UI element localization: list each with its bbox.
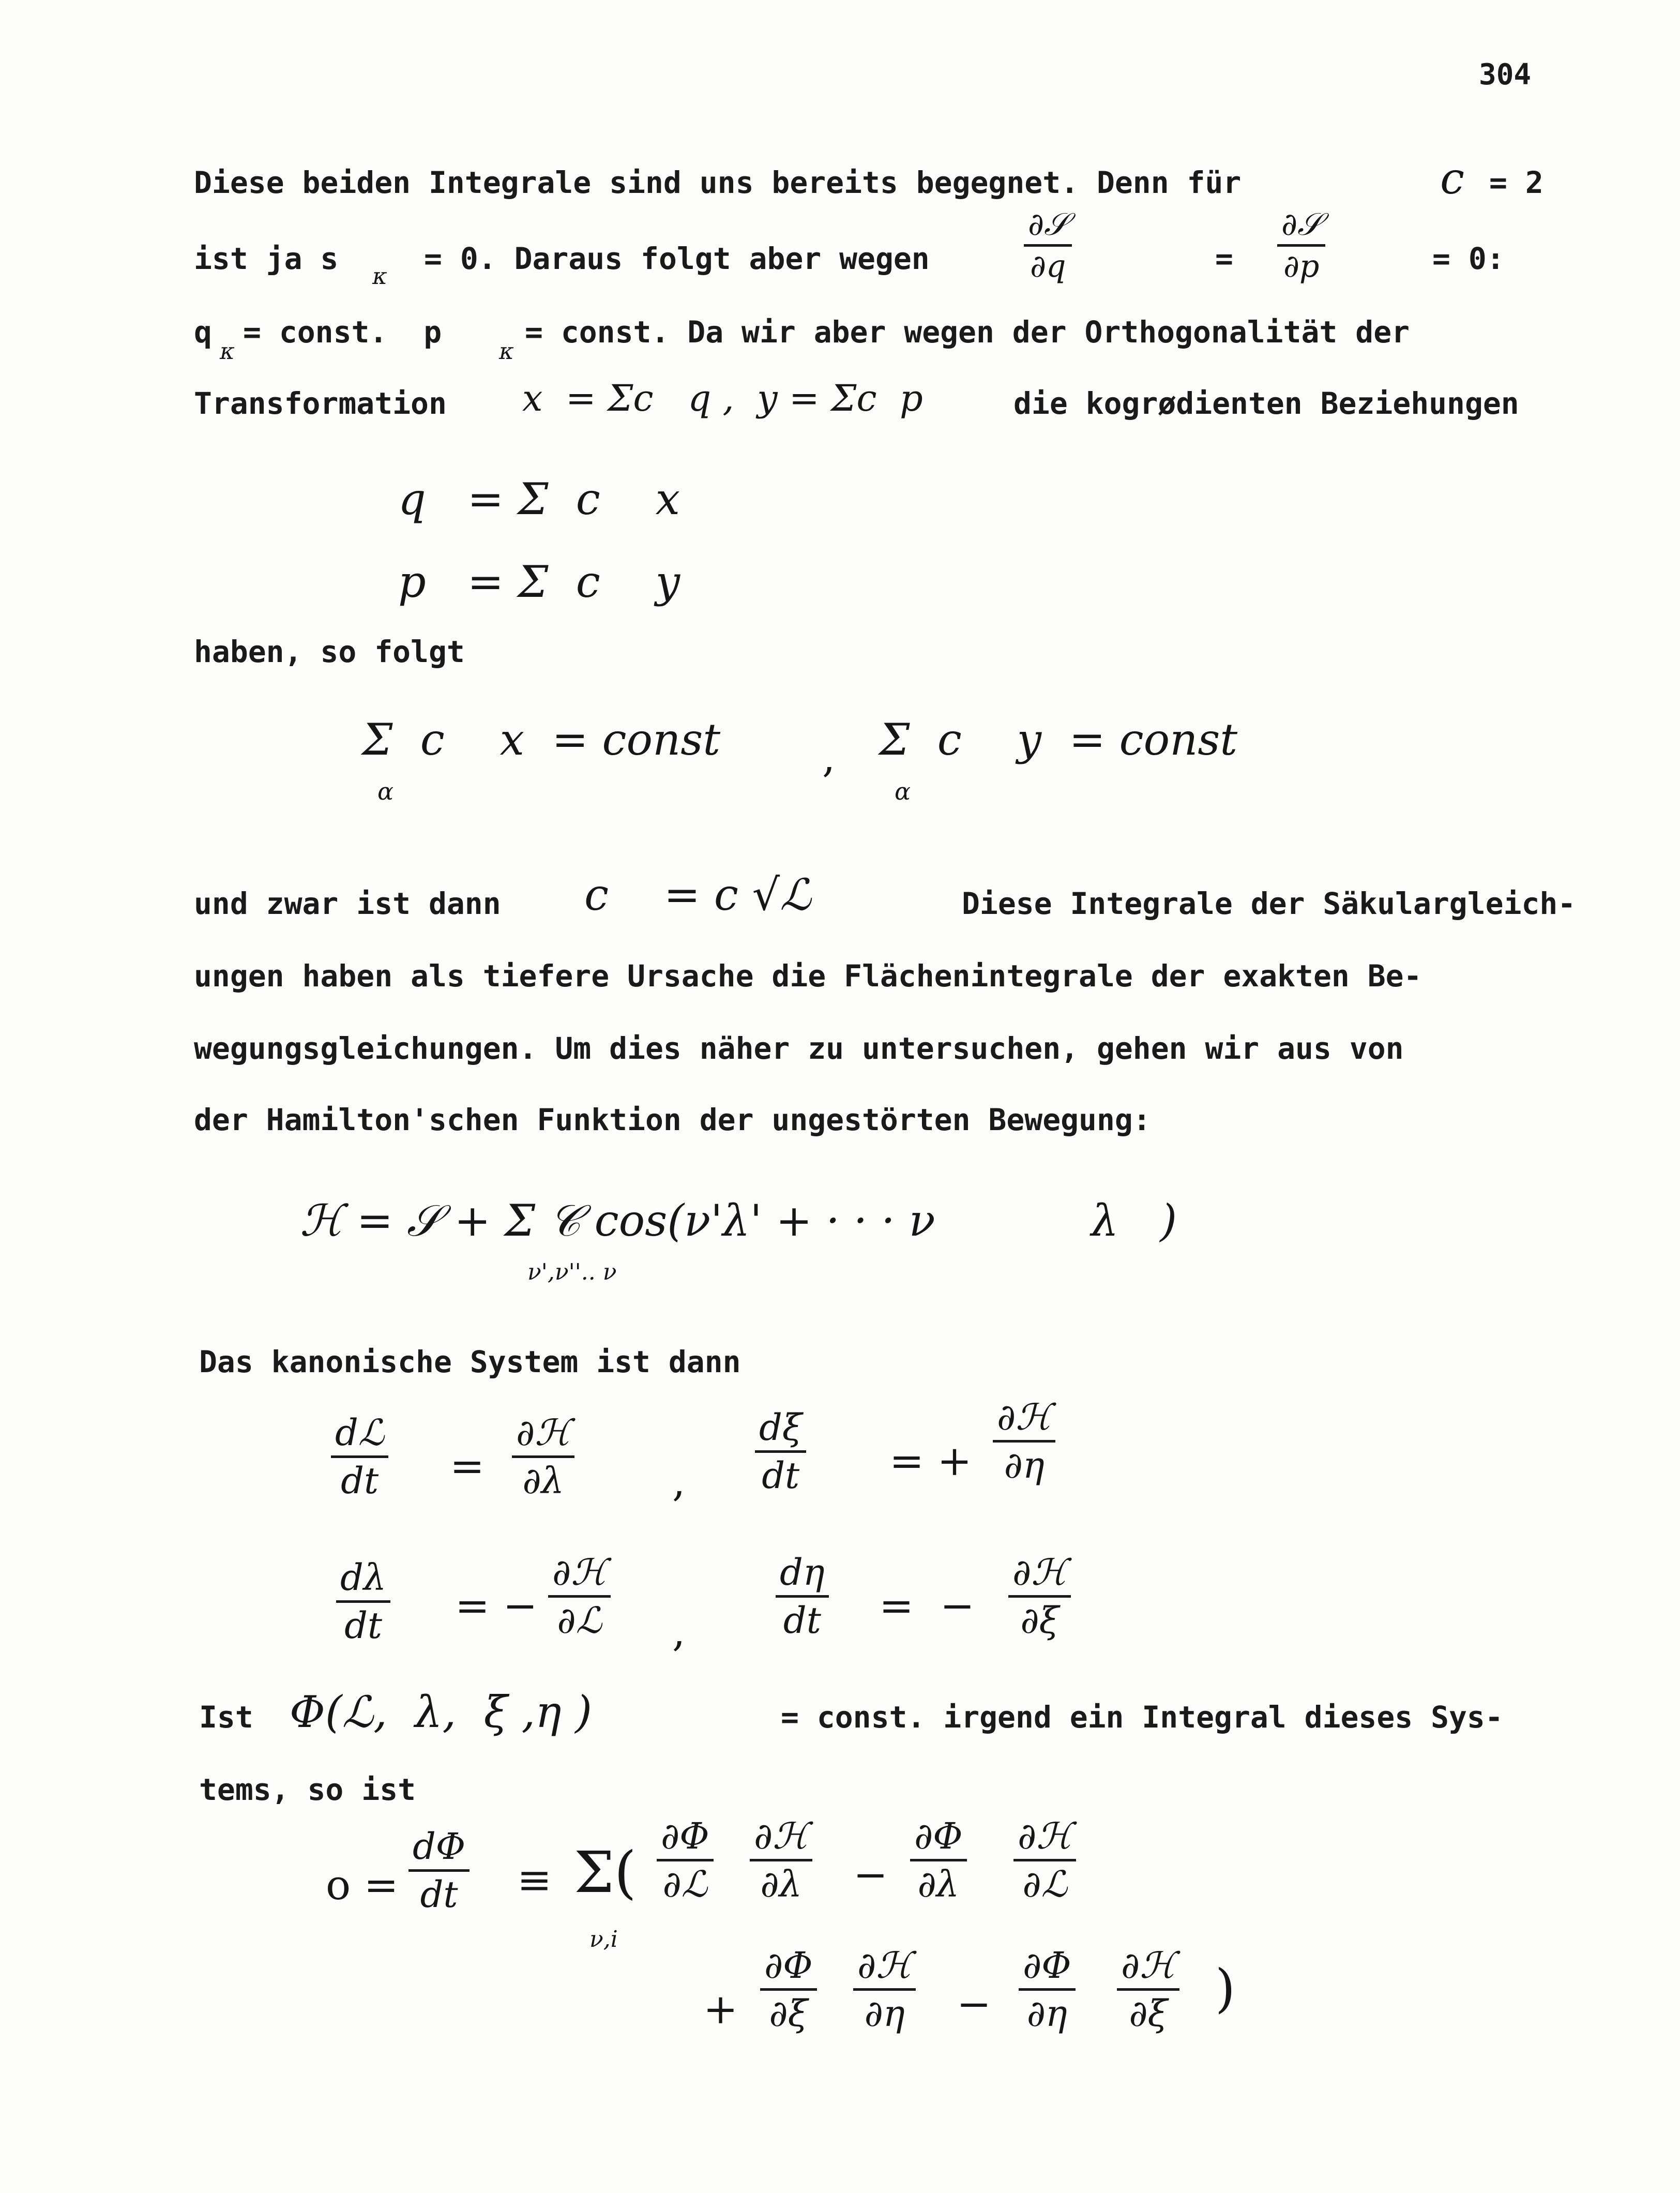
fraction-bar [1008, 1595, 1071, 1598]
fraction-bar [776, 1595, 829, 1598]
term2-den: ∂λ [760, 1863, 802, 1905]
fraction-bar [548, 1595, 611, 1598]
text-line-3-sub: κ [220, 338, 235, 365]
eq2-num: dξ [759, 1406, 803, 1449]
text-line-11-start: Ist [199, 1700, 253, 1735]
eq1-equals: = [450, 1442, 485, 1490]
comma-separator: , [822, 733, 836, 782]
partial-S-q-den: ∂q [1030, 248, 1066, 284]
text-line-12: tems, so ist [199, 1772, 416, 1807]
fraction-bar [1277, 244, 1325, 247]
term4 [1013, 1815, 1076, 1905]
partial-S-p-num: ∂𝒮 [1281, 206, 1322, 243]
page-number: 304 [1479, 58, 1532, 92]
eq1-right [512, 1412, 574, 1501]
fraction-bar [512, 1455, 574, 1458]
text-line-3-sub2: κ [499, 338, 514, 365]
fraction-bar [1117, 1988, 1179, 1991]
text-line-2-start: ist ja s [194, 241, 339, 276]
zero-symbol: o [326, 1861, 351, 1909]
eq2-rden: ∂η [1004, 1444, 1045, 1486]
formula-sum-y: Σ c y = const [879, 714, 1238, 765]
term6-num: ∂ℋ [857, 1944, 912, 1987]
text-line-8: wegungsgleichungen. Um dies näher zu untersuchen, gehen wir aus von [194, 1031, 1404, 1066]
text-line-4-start: Transformation [194, 386, 447, 421]
term7 [1019, 1945, 1076, 2034]
formula-hamiltonian-tail: λ ) [1091, 1195, 1177, 1246]
term6-den: ∂η [864, 1992, 905, 2035]
eq4-left [776, 1552, 829, 1641]
text-line-11-end: = const. irgend ein Integral dieses Sys- [781, 1700, 1503, 1735]
term1-den: ∂ℒ [662, 1863, 708, 1905]
eq2-den: dt [762, 1454, 800, 1497]
sum-symbol: Σ( [574, 1839, 637, 1905]
eq1-den: dt [341, 1460, 379, 1502]
minus-sign-1: − [853, 1851, 888, 1899]
text-line-1-c: c [1440, 153, 1465, 204]
eq4-num: dη [780, 1551, 825, 1594]
term5-den: ∂ξ [769, 1992, 808, 2035]
fraction-bar [993, 1440, 1055, 1443]
text-line-3-q: q [194, 314, 212, 350]
eq1-left [331, 1412, 388, 1501]
term7-num: ∂Φ [1023, 1944, 1071, 1987]
formula-c-alpha-k: c = c √ℒ [584, 869, 811, 920]
fraction-bar [853, 1988, 916, 1991]
eq4-right [1008, 1552, 1071, 1641]
term1-num: ∂Φ [661, 1815, 709, 1857]
term2-num: ∂ℋ [754, 1815, 809, 1857]
eq4-den: dt [783, 1599, 821, 1642]
eq1-comma: , [672, 1458, 686, 1506]
eq2-left [755, 1407, 806, 1496]
eq2-right [993, 1396, 1055, 1486]
partial-S-q-num: ∂𝒮 [1028, 206, 1068, 243]
dphi-dt [408, 1826, 470, 1915]
term8 [1117, 1945, 1179, 2034]
sum-index-left: α [377, 777, 394, 805]
sum-index-right: α [895, 777, 911, 805]
term3-den: ∂λ [917, 1863, 960, 1905]
eq2-rnum: ∂ℋ [997, 1396, 1052, 1438]
formula-hamiltonian: ℋ = 𝒮 + Σ 𝒞 cos(ν'λ' + · · · ν [300, 1195, 935, 1246]
term4-den: ∂ℒ [1022, 1863, 1067, 1905]
fraction-bar [336, 1600, 390, 1603]
sum-subscript: ν,i [589, 1926, 618, 1952]
formula-qk: q = Σ c x [398, 474, 680, 524]
eq3-den: dt [344, 1604, 383, 1647]
eq3-den-right: ∂ℒ [557, 1599, 602, 1642]
eq3-left [336, 1557, 390, 1646]
fraction-bar [657, 1859, 714, 1861]
eq3-comma: , [672, 1608, 686, 1656]
eq3-rnum: ∂ℋ [552, 1551, 607, 1594]
text-line-3-mid: = const. p [243, 314, 442, 350]
text-line-2-eq: = [1215, 241, 1233, 276]
plus-sign: + [703, 1985, 738, 2033]
fraction-bar [755, 1450, 806, 1453]
partial-S-p-den: ∂p [1283, 248, 1320, 284]
fraction-bar [1024, 244, 1072, 247]
term5 [760, 1945, 817, 2034]
formula-pk: p = Σ c y [398, 557, 680, 607]
partial-S-over-q [1024, 207, 1072, 284]
text-line-4-end: die kogrødienten Beziehungen [1013, 386, 1519, 421]
formula-hamiltonian-index: ν',ν''.. ν [527, 1259, 617, 1285]
dphi-num: dΦ [413, 1825, 466, 1868]
fraction-bar [910, 1859, 967, 1861]
term5-num: ∂Φ [764, 1944, 813, 1987]
partial-S-over-p [1277, 207, 1325, 284]
text-line-6-end: Diese Integrale der Säkulargleich- [962, 886, 1576, 921]
term7-den: ∂η [1026, 1992, 1067, 2035]
text-line-6-start: und zwar ist dann [194, 886, 501, 921]
transformation-formula: x = Σc q , y = Σc p [522, 377, 923, 419]
fraction-bar [331, 1455, 388, 1458]
text-line-10: Das kanonische System ist dann [199, 1344, 741, 1379]
fraction-bar [760, 1988, 817, 1991]
text-line-1: Diese beiden Integrale sind uns bereits begegnet. Denn für [194, 165, 1242, 200]
eq4-equals-minus: = − [879, 1582, 975, 1630]
formula-phi: Φ(ℒ, λ, ξ ,η ) [290, 1687, 593, 1737]
text-line-2-sub: κ [372, 263, 387, 290]
text-line-1-tail: = 2 [1489, 165, 1543, 200]
term1 [657, 1815, 714, 1905]
term8-num: ∂ℋ [1121, 1944, 1176, 1987]
fraction-bar [750, 1859, 812, 1861]
eq3-equals-minus: = − [455, 1582, 538, 1630]
minus-sign-2: − [957, 1980, 992, 2028]
term4-num: ∂ℋ [1018, 1815, 1072, 1857]
equiv-symbol: ≡ [517, 1856, 552, 1904]
eq3-num: dλ [340, 1556, 387, 1599]
formula-sum-x: Σ c x = const [362, 714, 721, 765]
closing-paren: ) [1215, 1958, 1236, 2019]
eq1-rden: ∂λ [522, 1460, 564, 1502]
eq1-num: dℒ [335, 1411, 385, 1454]
text-line-7: ungen haben als tiefere Ursache die Flächenintegrale der exakten Be- [194, 958, 1422, 994]
term6 [853, 1945, 916, 2034]
eq4-rden: ∂ξ [1020, 1599, 1060, 1642]
eq4-rnum: ∂ℋ [1012, 1551, 1067, 1594]
term8-den: ∂ξ [1129, 1992, 1168, 2035]
term3-num: ∂Φ [914, 1815, 963, 1857]
eq1-rnum: ∂ℋ [516, 1411, 571, 1454]
eq3-right [548, 1552, 611, 1641]
term3 [910, 1815, 967, 1905]
text-line-5: haben, so folgt [194, 634, 465, 669]
fraction-bar [1019, 1988, 1076, 1991]
text-line-3-end: = const. Da wir aber wegen der Orthogonalität der [525, 314, 1410, 350]
fraction-bar [408, 1869, 470, 1872]
term2 [750, 1815, 812, 1905]
dphi-den: dt [420, 1873, 458, 1916]
eq2-equals-plus: = + [889, 1437, 972, 1485]
text-line-9: der Hamilton'schen Funktion der ungestörten Bewegung: [194, 1102, 1151, 1137]
text-line-2-end: = 0: [1432, 241, 1505, 276]
fraction-bar [1013, 1859, 1076, 1861]
text-line-2-mid: = 0. Daraus folgt aber wegen [424, 241, 930, 276]
zero-equals: o = [326, 1861, 399, 1909]
